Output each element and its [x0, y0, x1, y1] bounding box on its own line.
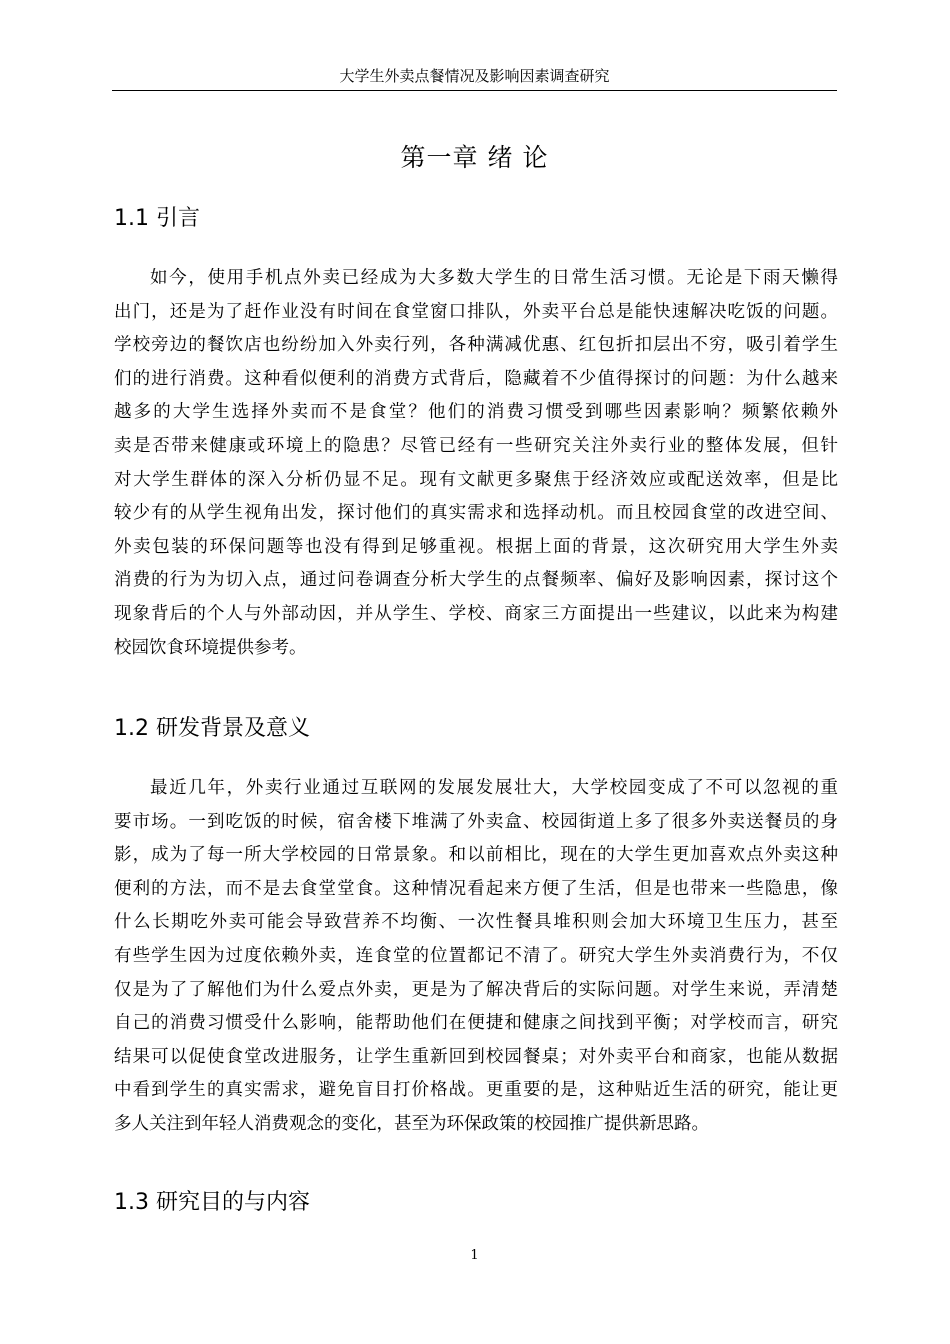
paragraph-background	[114, 772, 838, 1142]
paragraph-line: 多人关注到年轻人消费观念的变化，甚至为环保政策的校园推广提供新思路。	[114, 1113, 709, 1134]
running-header-title: 大学生外卖点餐情况及影响因素调查研究	[339, 67, 610, 85]
paragraph-line: 校园饮食环境提供参考。	[114, 637, 307, 658]
paragraph-line: 结果可以促使食堂改进服务，让学生重新回到校园餐桌；对外卖平台和商家，也能从数据	[114, 1046, 838, 1067]
running-header	[112, 66, 837, 91]
paragraph-line: 便利的方法，而不是去食堂堂食。这种情况看起来方便了生活，但是也带来一些隐患，像	[114, 878, 838, 899]
paragraph-line: 中看到学生的真实需求，避免盲目打价格战。更重要的是，这种贴近生活的研究，能让更	[114, 1080, 838, 1101]
paragraph-line: 越多的大学生选择外卖而不是食堂？他们的消费习惯受到哪些因素影响？频繁依赖外	[114, 402, 838, 423]
paragraph-line: 外卖包装的环保问题等也没有得到足够重视。根据上面的背景，这次研究用大学生外卖	[114, 536, 838, 557]
paragraph-line: 对大学生群体的深入分析仍显不足。现有文献更多聚焦于经济效应或配送效率，但是比	[114, 469, 838, 490]
page-number: 1	[470, 1248, 479, 1263]
paragraph-line: 影，成为了每一所大学校园的日常景象。和以前相比，现在的大学生更加喜欢点外卖这种	[114, 845, 838, 866]
paragraph-line: 们的进行消费。这种看似便利的消费方式背后，隐藏着不少值得探讨的问题：为什么越来	[114, 368, 838, 389]
paragraph-line: 消费的行为为切入点，通过问卷调查分析大学生的点餐频率、偏好及影响因素，探讨这个	[114, 570, 838, 591]
paragraph-line: 卖是否带来健康或环境上的隐患？尽管已经有一些研究关注外卖行业的整体发展，但针	[114, 435, 838, 456]
chapter-title: 第一章 绪 论	[400, 143, 549, 172]
paragraph-introduction	[114, 262, 838, 665]
paragraph-line: 要市场。一到吃饭的时候，宿舍楼下堆满了外卖盒、校园街道上多了很多外卖送餐员的身	[114, 811, 838, 832]
paragraph-line: 最近几年，外卖行业通过互联网的发展发展壮大，大学校园变成了不可以忽视的重	[150, 778, 838, 798]
paragraph-line: 自己的消费习惯受什么影响，能帮助他们在便捷和健康之间找到平衡；对学校而言，研究	[114, 1013, 838, 1034]
section-heading-1-1: 1.1 引言	[114, 206, 200, 231]
paragraph-line: 什么长期吃外卖可能会导致营养不均衡、一次性餐具堆积则会加大环境卫生压力，甚至	[114, 912, 838, 933]
paragraph-line: 有些学生因为过度依赖外卖，连食堂的位置都记不清了。研究大学生外卖消费行为，不仅	[114, 945, 838, 966]
paragraph-line: 出门，还是为了赶作业没有时间在食堂窗口排队，外卖平台总是能快速解决吃饭的问题。	[114, 301, 838, 322]
paragraph-line: 仅是为了了解他们为什么爱点外卖，更是为了解决背后的实际问题。对学生来说，弄清楚	[114, 979, 838, 1000]
paragraph-line: 较少有的从学生视角出发，探讨他们的真实需求和选择动机。而且校园食堂的改进空间、	[114, 503, 838, 524]
paragraph-line: 学校旁边的餐饮店也纷纷加入外卖行列，各种满减优惠、红包折扣层出不穷，吸引着学生	[114, 335, 838, 356]
section-heading-1-2: 1.2 研发背景及意义	[114, 716, 310, 741]
section-heading-1-3: 1.3 研究目的与内容	[114, 1190, 310, 1215]
paragraph-line: 如今，使用手机点外卖已经成为大多数大学生的日常生活习惯。无论是下雨天懒得	[150, 268, 838, 288]
paragraph-line: 现象背后的个人与外部动因，并从学生、学校、商家三方面提出一些建议，以此来为构建	[114, 603, 838, 624]
